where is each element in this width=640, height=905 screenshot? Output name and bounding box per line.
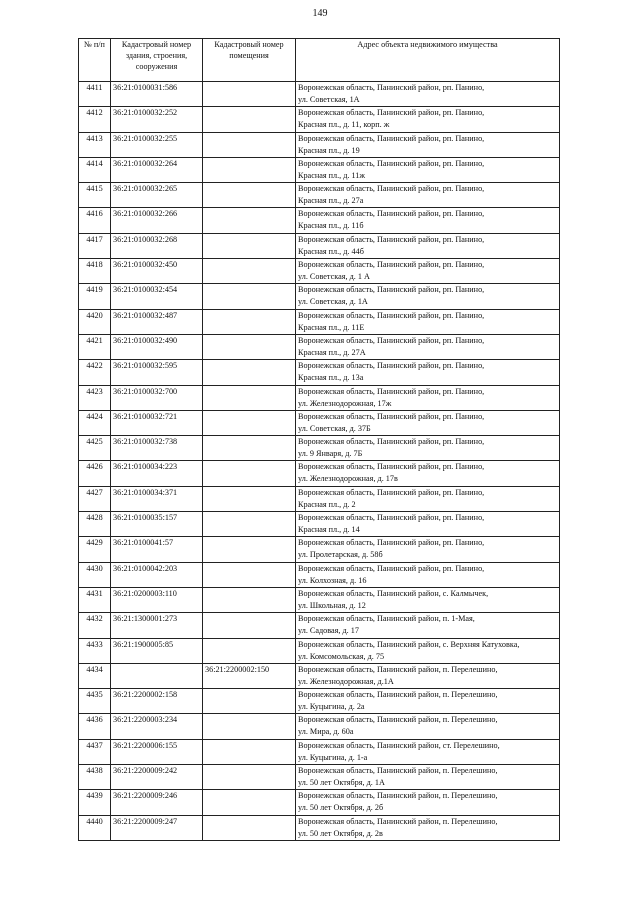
address-line-street: Красная пл., д. 11Е [298,322,365,332]
address-cell [296,233,560,258]
table-row [79,486,560,511]
room-cadastral-cell [203,233,296,258]
row-number-cell: 4435 [79,689,111,714]
room-cadastral-cell [203,689,296,714]
room-cadastral-cell [203,183,296,208]
address-line-region: Воронежская область, Панинский район, рп. Панино, [298,285,485,295]
room-cadastral-cell [203,739,296,764]
row-number-cell: 4432 [79,613,111,638]
building-cadastral-cell: 36:21:0100032:265 [111,183,203,208]
address-cell [296,208,560,233]
address-cell [296,436,560,461]
building-cadastral-cell: 36:21:0100032:450 [111,259,203,284]
row-number-cell: 4417 [79,233,111,258]
table-row [79,107,560,132]
table-row [79,309,560,334]
building-cadastral-cell: 36:21:0100032:738 [111,436,203,461]
header-room-cadastral: Кадастровый номер помещения [203,39,296,82]
table-row [79,714,560,739]
table-row [79,233,560,258]
address-line-region: Воронежская область, Панинский район, рп. Панино, [298,335,485,345]
address-line-region: Воронежская область, Панинский район, п. Перелешино, [298,791,498,801]
building-cadastral-cell: 36:21:0100032:490 [111,334,203,359]
address-line-street: ул. Пролетарская, д. 58б [298,550,383,560]
building-cadastral-cell: 36:21:0100034:371 [111,486,203,511]
room-cadastral-cell [203,157,296,182]
address-line-region: Воронежская область, Панинский район, п. 1-Мая, [298,614,475,624]
address-line-street: ул. Советская, д. 1 А [298,272,370,282]
table-body [79,82,560,841]
room-cadastral-cell [203,486,296,511]
row-number-cell: 4438 [79,765,111,790]
row-number-cell: 4439 [79,790,111,815]
row-number-cell: 4436 [79,714,111,739]
table-row [79,410,560,435]
building-cadastral-cell: 36:21:0100032:255 [111,132,203,157]
address-line-street: ул. Куцыгина, д. 1-а [298,752,368,762]
row-number-cell: 4429 [79,537,111,562]
building-cadastral-cell: 36:21:2200003:234 [111,714,203,739]
address-line-region: Воронежская область, Панинский район, рп. Панино, [298,386,485,396]
address-line-region: Воронежская область, Панинский район, с. Калмычек, [298,588,489,598]
building-cadastral-cell: 36:21:1300001:273 [111,613,203,638]
room-cadastral-cell [203,790,296,815]
address-cell [296,486,560,511]
table-row [79,790,560,815]
address-cell [296,157,560,182]
table-row [79,739,560,764]
building-cadastral-cell: 36:21:0100041:57 [111,537,203,562]
address-line-region: Воронежская область, Панинский район, рп. Панино, [298,437,485,447]
table-row [79,82,560,107]
address-line-street: Красная пл., д. 2 [298,499,356,509]
address-line-region: Воронежская область, Панинский район, рп. Панино, [298,361,485,371]
address-cell [296,259,560,284]
room-cadastral-cell [203,385,296,410]
row-number-cell: 4415 [79,183,111,208]
address-cell [296,714,560,739]
row-number-cell: 4412 [79,107,111,132]
address-cell [296,739,560,764]
room-cadastral-cell [203,360,296,385]
address-line-region: Воронежская область, Панинский район, рп. Панино, [298,108,485,118]
address-line-region: Воронежская область, Панинский район, ст. Перелешино, [298,740,500,750]
address-line-street: ул. Куцыгина, д. 2а [298,702,365,712]
building-cadastral-cell: 36:21:0100031:586 [111,82,203,107]
room-cadastral-cell [203,714,296,739]
row-number-cell: 4427 [79,486,111,511]
address-cell [296,461,560,486]
address-line-region: Воронежская область, Панинский район, рп. Панино, [298,133,485,143]
table-row [79,512,560,537]
table-row [79,360,560,385]
building-cadastral-cell [111,663,203,688]
row-number-cell: 4414 [79,157,111,182]
table-header-row [79,39,560,82]
building-cadastral-cell: 36:21:0100042:203 [111,562,203,587]
address-line-street: ул. Колхозная, д. 16 [298,575,367,585]
address-cell [296,562,560,587]
address-cell [296,638,560,663]
address-cell [296,537,560,562]
table-row [79,689,560,714]
row-number-cell: 4413 [79,132,111,157]
address-cell [296,385,560,410]
row-number-cell: 4431 [79,587,111,612]
row-number-cell: 4426 [79,461,111,486]
address-cell [296,360,560,385]
row-number-cell: 4424 [79,410,111,435]
address-line-street: Красная пл., д. 13а [298,373,364,383]
building-cadastral-cell: 36:21:0100032:700 [111,385,203,410]
building-cadastral-cell: 36:21:0100032:252 [111,107,203,132]
address-line-street: ул. 50 лет Октября, д. 1А [298,778,385,788]
row-number-cell: 4423 [79,385,111,410]
row-number-cell: 4425 [79,436,111,461]
row-number-cell: 4411 [79,82,111,107]
table-row [79,208,560,233]
row-number-cell: 4428 [79,512,111,537]
table-row [79,461,560,486]
page-number: 149 [312,8,328,19]
address-line-street: ул. Железнодорожная, д.1А [298,676,394,686]
address-line-region: Воронежская область, Панинский район, рп. Панино, [298,209,485,219]
address-line-street: ул. Комсомольская, д. 75 [298,651,385,661]
address-line-street: ул. Железнодорожная, 17ж [298,398,392,408]
room-cadastral-cell [203,284,296,309]
building-cadastral-cell: 36:21:0100034:223 [111,461,203,486]
table-row [79,259,560,284]
room-cadastral-cell [203,309,296,334]
address-line-region: Воронежская область, Панинский район, рп. Панино, [298,487,485,497]
row-number-cell: 4418 [79,259,111,284]
room-cadastral-cell [203,82,296,107]
address-line-region: Воронежская область, Панинский район, п. Перелешино, [298,715,498,725]
address-line-region: Воронежская область, Панинский район, п. Перелешино, [298,690,498,700]
address-cell [296,309,560,334]
address-line-street: Красная пл., д. 14 [298,525,360,535]
address-line-street: Красная пл., д. 11, корп. ж [298,120,390,130]
address-cell [296,82,560,107]
address-cell [296,689,560,714]
address-line-street: ул. Советская, 1А [298,95,360,104]
row-number-cell: 4440 [79,815,111,840]
room-cadastral-cell [203,132,296,157]
building-cadastral-cell: 36:21:0100032:266 [111,208,203,233]
address-cell [296,512,560,537]
building-cadastral-cell: 36:21:2200009:246 [111,790,203,815]
row-number-cell: 4416 [79,208,111,233]
room-cadastral-cell [203,208,296,233]
address-line-street: Красная пл., д. 11б [298,221,364,231]
header-building-cadastral: Кадастровый номер здания, строения, сооружения [111,39,203,82]
room-cadastral-cell [203,537,296,562]
room-cadastral-cell [203,512,296,537]
address-line-region: Воронежская область, Панинский район, рп. Панино, [298,513,485,523]
address-cell [296,284,560,309]
address-line-street: ул. Советская, д. 37Б [298,423,371,433]
address-line-region: Воронежская область, Панинский район, п. Перелешино, [298,664,498,674]
address-cell [296,334,560,359]
address-cell [296,107,560,132]
address-line-region: Воронежская область, Панинский район, рп. Панино, [298,260,485,270]
header-number: № п/п [79,39,111,82]
room-cadastral-cell [203,334,296,359]
building-cadastral-cell: 36:21:2200009:247 [111,815,203,840]
building-cadastral-cell: 36:21:0100032:454 [111,284,203,309]
room-cadastral-cell [203,107,296,132]
row-number-cell: 4430 [79,562,111,587]
building-cadastral-cell: 36:21:0100032:595 [111,360,203,385]
room-cadastral-cell: 36:21:2200002:150 [203,663,296,688]
address-line-region: Воронежская область, Панинский район, с. Верхняя Катуховка, [298,639,520,649]
address-line-street: ул. 50 лет Октября, д. 2в [298,828,383,838]
table-row [79,663,560,688]
building-cadastral-cell: 36:21:0100032:721 [111,410,203,435]
address-cell [296,815,560,840]
address-line-region: Воронежская область, Панинский район, рп. Панино, [298,462,485,472]
room-cadastral-cell [203,461,296,486]
row-number-cell: 4422 [79,360,111,385]
building-cadastral-cell: 36:21:2200002:158 [111,689,203,714]
address-cell [296,663,560,688]
address-line-street: ул. Школьная, д. 12 [298,600,366,610]
address-line-region: Воронежская область, Панинский район, п. Перелешино, [298,766,498,776]
room-cadastral-cell [203,638,296,663]
room-cadastral-cell [203,815,296,840]
building-cadastral-cell: 36:21:2200009:242 [111,765,203,790]
header-address: Адрес объекта недвижимого имущества [296,39,560,82]
table-row [79,562,560,587]
address-line-street: Красная пл., д. 11ж [298,170,366,180]
table-row [79,587,560,612]
address-cell [296,183,560,208]
address-line-region: Воронежская область, Панинский район, рп. Панино, [298,411,485,421]
room-cadastral-cell [203,613,296,638]
address-line-street: Красная пл., д. 27а [298,196,364,206]
address-line-street: Красная пл., д. 19 [298,145,360,155]
table-row [79,815,560,840]
row-number-cell: 4437 [79,739,111,764]
table-row [79,613,560,638]
row-number-cell: 4434 [79,663,111,688]
address-line-street: ул. Мира, д. 60а [298,727,354,737]
address-cell [296,587,560,612]
table-row [79,385,560,410]
address-cell [296,765,560,790]
row-number-cell: 4419 [79,284,111,309]
address-line-region: Воронежская область, Панинский район, рп. Панино, [298,310,485,320]
table-row [79,765,560,790]
table-row [79,334,560,359]
building-cadastral-cell: 36:21:0100032:487 [111,309,203,334]
room-cadastral-cell [203,259,296,284]
building-cadastral-cell: 36:21:0100032:264 [111,157,203,182]
room-cadastral-cell [203,587,296,612]
building-cadastral-cell: 36:21:2200006:155 [111,739,203,764]
table-row [79,183,560,208]
address-cell [296,410,560,435]
table-row [79,638,560,663]
address-line-street: ул. Железнодорожная, д. 17в [298,474,398,484]
address-line-region: Воронежская область, Панинский район, рп. Панино, [298,83,485,92]
room-cadastral-cell [203,410,296,435]
table-row [79,537,560,562]
row-number-cell: 4421 [79,334,111,359]
building-cadastral-cell: 36:21:1900005:85 [111,638,203,663]
table-row [79,436,560,461]
table-row [79,157,560,182]
address-line-region: Воронежская область, Панинский район, рп. Панино, [298,538,485,548]
address-line-region: Воронежская область, Панинский район, рп. Панино, [298,184,485,194]
row-number-cell: 4433 [79,638,111,663]
address-line-street: ул. 9 Января, д. 7Б [298,449,363,459]
table-row [79,284,560,309]
address-line-street: Красная пл., д. 44б [298,246,364,256]
table-row [79,132,560,157]
row-number-cell: 4420 [79,309,111,334]
address-cell [296,132,560,157]
address-line-region: Воронежская область, Панинский район, рп. Панино, [298,234,485,244]
building-cadastral-cell: 36:21:0100035:157 [111,512,203,537]
address-cell [296,790,560,815]
address-line-region: Воронежская область, Панинский район, рп. Панино, [298,563,485,573]
building-cadastral-cell: 36:21:0200003:110 [111,587,203,612]
address-line-street: ул. Советская, д. 1А [298,297,368,307]
address-line-street: ул. Садовая, д. 17 [298,626,359,636]
address-line-region: Воронежская область, Панинский район, п. Перелешино, [298,816,498,826]
property-registry-table [78,38,560,841]
room-cadastral-cell [203,765,296,790]
building-cadastral-cell: 36:21:0100032:268 [111,233,203,258]
address-line-region: Воронежская область, Панинский район, рп. Панино, [298,158,485,168]
room-cadastral-cell [203,562,296,587]
room-cadastral-cell [203,436,296,461]
address-cell [296,613,560,638]
address-line-street: ул. 50 лет Октября, д. 2б [298,803,384,813]
address-line-street: Красная пл., д. 27А [298,347,366,357]
